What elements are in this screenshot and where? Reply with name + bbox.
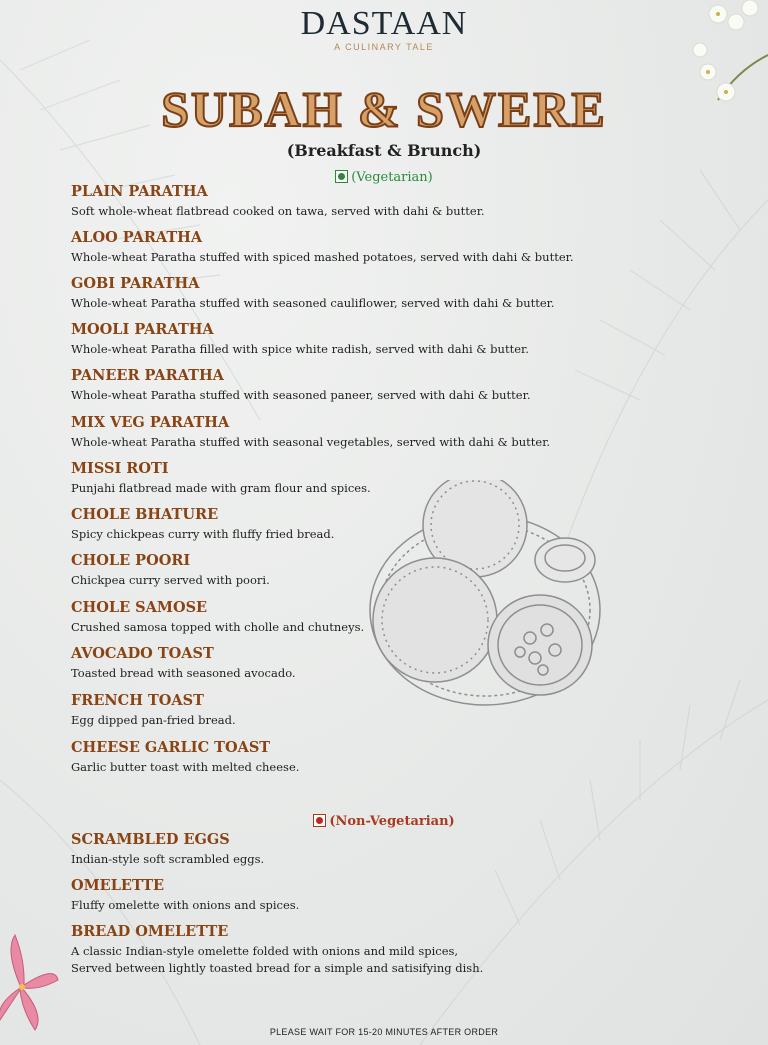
list-item xyxy=(71,367,691,404)
item-name: CHEESE GARLIC TOAST xyxy=(71,739,271,756)
list-item xyxy=(71,877,691,914)
item-name: BREAD OMELETTE xyxy=(71,923,229,940)
logo-tagline: A CULINARY TALE xyxy=(334,42,434,52)
item-description: Whole-wheat Paratha stuffed with seasonal vegetables, served with dahi & butter. xyxy=(71,435,551,449)
item-description: Crushed samosa topped with cholle and chutneys. xyxy=(71,620,365,634)
menu-title: SUBAH & SWERE xyxy=(161,81,607,137)
item-name: PANEER PARATHA xyxy=(71,367,224,384)
list-item xyxy=(71,923,691,977)
list-item xyxy=(71,414,691,451)
list-item xyxy=(71,460,691,497)
item-description: Punjahi flatbread made with gram flour and spices. xyxy=(71,481,371,495)
list-item xyxy=(71,692,691,729)
item-name: OMELETTE xyxy=(71,877,165,894)
item-name: CHOLE POORI xyxy=(71,552,191,569)
item-description: Spicy chickpeas curry with fluffy fried bread. xyxy=(71,527,335,541)
veg-mark-icon xyxy=(335,170,348,183)
list-item xyxy=(71,552,691,589)
item-description: Toasted bread with seasoned avocado. xyxy=(71,666,296,680)
item-description: Whole-wheat Paratha stuffed with spiced mashed potatoes, served with dahi & butter. xyxy=(71,250,574,264)
item-name: GOBI PARATHA xyxy=(71,275,200,292)
list-item xyxy=(71,599,691,636)
item-description: Whole-wheat Paratha stuffed with seasoned cauliflower, served with dahi & butter. xyxy=(71,296,555,310)
list-item xyxy=(71,229,691,266)
item-description: Whole-wheat Paratha filled with spice white radish, served with dahi & butter. xyxy=(71,342,529,356)
item-name: ALOO PARATHA xyxy=(71,229,203,246)
item-name: CHOLE BHATURE xyxy=(71,506,219,523)
item-name: PLAIN PARATHA xyxy=(71,183,208,200)
list-item xyxy=(71,645,691,682)
item-name: CHOLE SAMOSE xyxy=(71,599,208,616)
item-name: AVOCADO TOAST xyxy=(71,645,214,662)
item-description: Egg dipped pan-fried bread. xyxy=(71,713,236,727)
item-description: Fluffy omelette with onions and spices. xyxy=(71,898,300,912)
non-vegetarian-section-label xyxy=(0,814,768,829)
nonveg-mark-icon xyxy=(313,814,326,827)
list-item xyxy=(71,739,691,776)
lily-flower-decoration xyxy=(0,930,60,1040)
veg-label-text: (Vegetarian) xyxy=(351,170,433,185)
list-item xyxy=(71,321,691,358)
nonveg-label-text: (Non-Vegetarian) xyxy=(329,814,455,829)
item-name: SCRAMBLED EGGS xyxy=(71,831,230,848)
list-item xyxy=(71,183,691,220)
item-description-line-2: Served between lightly toasted bread for a simple and satisifying dish. xyxy=(71,961,484,975)
item-name: FRENCH TOAST xyxy=(71,692,204,709)
item-description: Soft whole-wheat flatbread cooked on tawa, served with dahi & butter. xyxy=(71,204,485,218)
item-name: MIX VEG PARATHA xyxy=(71,414,230,431)
menu-subtitle: (Breakfast & Brunch) xyxy=(286,141,482,160)
item-description: Garlic butter toast with melted cheese. xyxy=(71,760,300,774)
footer-note: PLEASE WAIT FOR 15-20 MINUTES AFTER ORDER xyxy=(269,1027,499,1037)
item-description: A classic Indian-style omelette folded with onions and mild spices, xyxy=(71,944,459,958)
item-name: MISSI ROTI xyxy=(71,460,169,477)
list-item xyxy=(71,275,691,312)
item-name: MOOLI PARATHA xyxy=(71,321,214,338)
restaurant-logo xyxy=(0,4,768,52)
logo-name: DASTAAN xyxy=(300,5,468,42)
item-description: Chickpea curry served with poori. xyxy=(71,573,270,587)
item-description: Indian-style soft scrambled eggs. xyxy=(71,852,265,866)
list-item xyxy=(71,506,691,543)
list-item xyxy=(71,831,691,868)
item-description: Whole-wheat Paratha stuffed with seasoned paneer, served with dahi & butter. xyxy=(71,388,531,402)
